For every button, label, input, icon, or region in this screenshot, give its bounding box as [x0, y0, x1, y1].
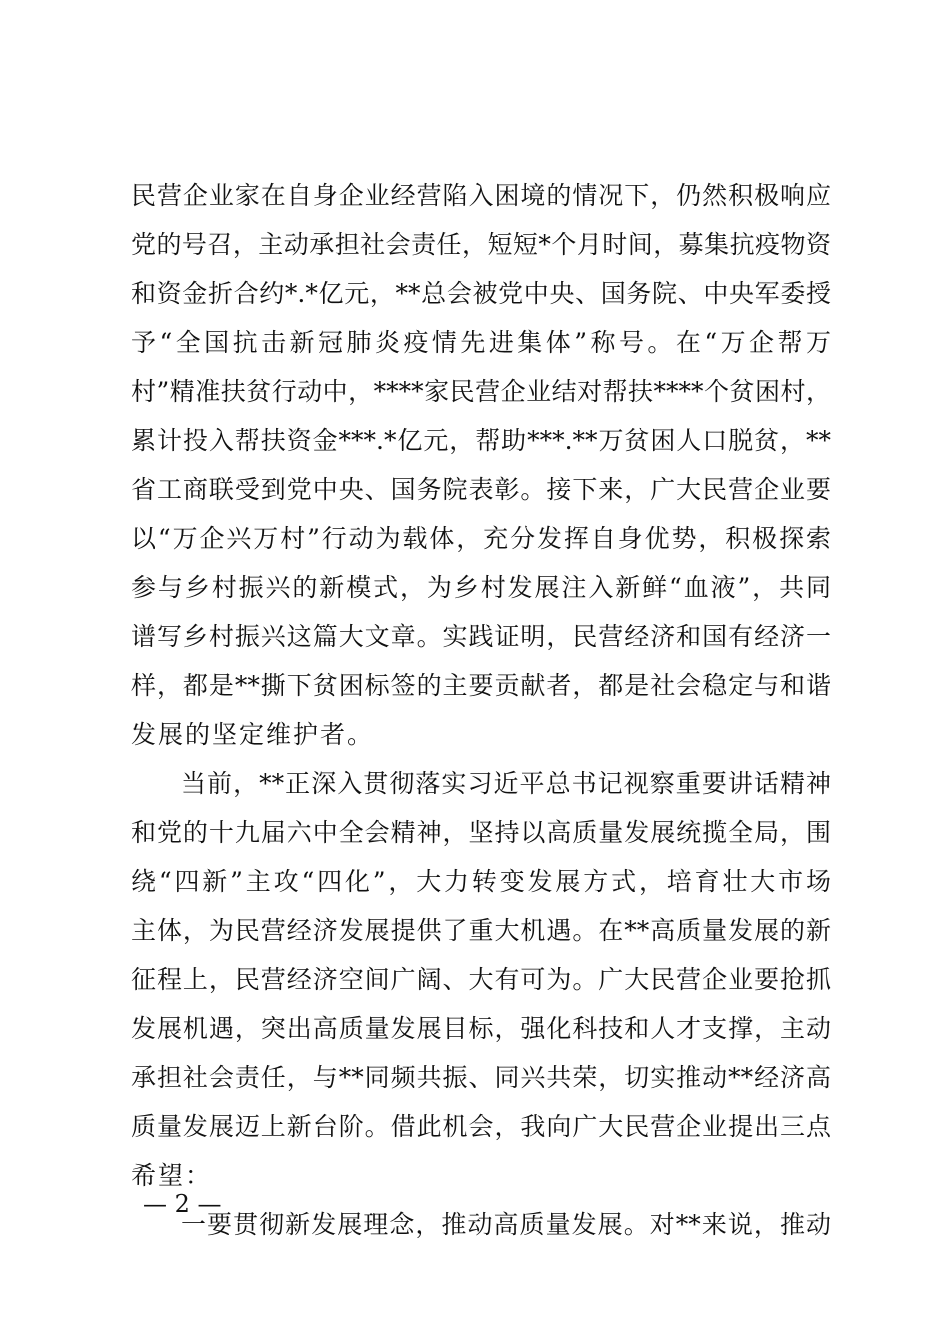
paragraph-first-line: 一要贯彻新发展理念，推动高质量发展。对**来说，推动: [181, 1210, 831, 1239]
text-line: 谱写乡村振兴这篇大文章。实践证明，民营经济和国有经济一: [131, 622, 831, 651]
text-line: 以“万企兴万村”行动为载体，充分发挥自身优势，积极探索: [131, 524, 831, 553]
text-line: 和资金折合约*.*亿元，**总会被党中央、国务院、中央军委授: [131, 279, 831, 308]
text-line: 质量发展迈上新台阶。借此机会，我向广大民营企业提出三点: [131, 1112, 831, 1141]
text-line: 村”精准扶贫行动中，****家民营企业结对帮扶****个贫困村，: [131, 377, 831, 406]
text-line: 累计投入帮扶资金***.*亿元，帮助***.**万贫困人口脱贫，**: [131, 426, 831, 455]
paragraph-first-line: 当前，**正深入贯彻落实习近平总书记视察重要讲话精神: [181, 769, 831, 798]
text-line: 予“全国抗击新冠肺炎疫情先进集体”称号。在“万企帮万: [131, 328, 831, 357]
text-line: 样，都是**撕下贫困标签的主要贡献者，都是社会稳定与和谐: [131, 671, 831, 700]
text-line: 绕“四新”主攻“四化”，大力转变发展方式，培育壮大市场: [131, 867, 831, 896]
text-line: 承担社会责任，与**同频共振、同兴共荣，切实推动**经济高: [131, 1063, 831, 1092]
text-line: 希望：: [131, 1161, 213, 1190]
text-line: 参与乡村振兴的新模式，为乡村发展注入新鲜“血液”，共同: [131, 573, 831, 602]
text-line: 发展的坚定维护者。: [131, 720, 375, 749]
text-line: 主体，为民营经济发展提供了重大机遇。在**高质量发展的新: [131, 916, 831, 945]
text-line: 省工商联受到党中央、国务院表彰。接下来，广大民营企业要: [131, 475, 831, 504]
text-line: 征程上，民营经济空间广阔、大有可为。广大民营企业要抢抓: [131, 965, 831, 994]
text-line: 和党的十九届六中全会精神，坚持以高质量发展统揽全局，围: [131, 818, 831, 847]
page-number: — 2 —: [143, 1190, 222, 1218]
text-line: 党的号召，主动承担社会责任，短短*个月时间，募集抗疫物资: [131, 230, 831, 259]
text-line: 民营企业家在自身企业经营陷入困境的情况下，仍然积极响应: [131, 181, 831, 210]
text-line: 发展机遇，突出高质量发展目标，强化科技和人才支撑，主动: [131, 1014, 831, 1043]
